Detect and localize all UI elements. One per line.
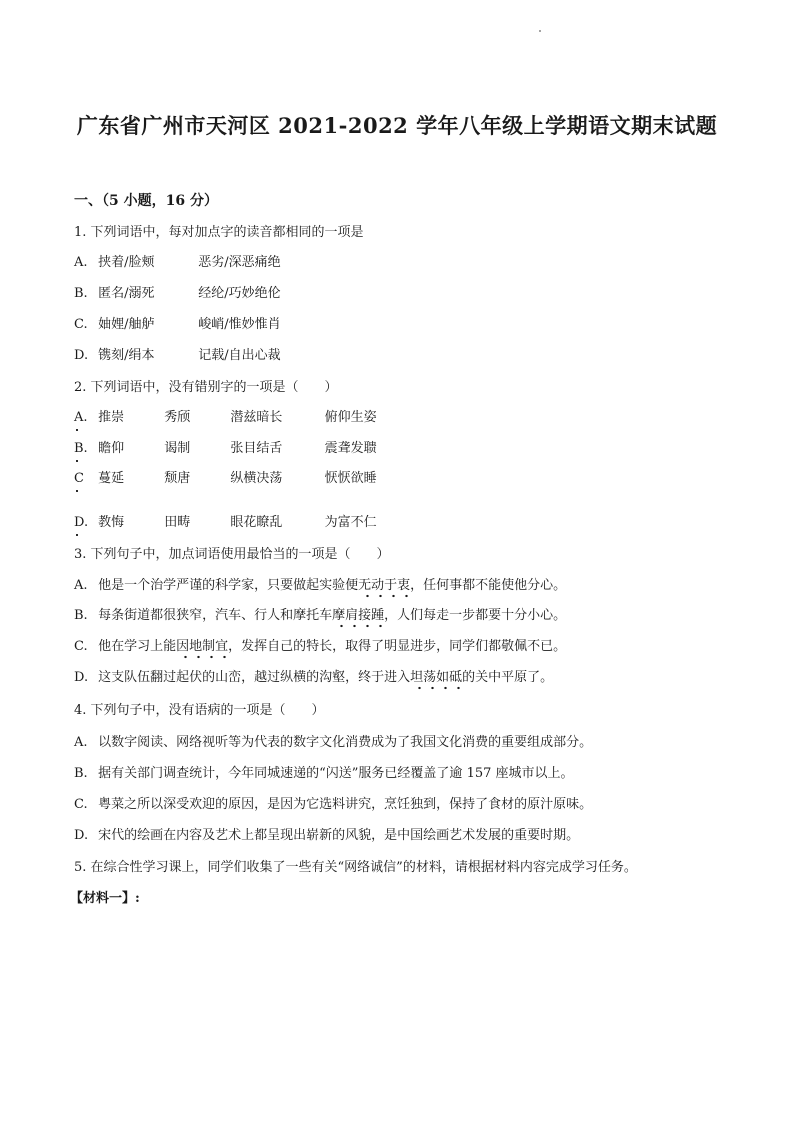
option-word: 谒制 xyxy=(164,441,191,456)
option-letter: D. xyxy=(74,348,89,363)
option-letter: D. xyxy=(74,828,89,843)
emphasized-phrase: 无动于衷 xyxy=(358,578,410,598)
section-heading: 一、（5 小题，16 分） xyxy=(74,193,218,209)
sentence-text: ，发挥自己的特长，取得了明显进步，同学们都敬佩不已。 xyxy=(228,639,567,654)
emphasized-phrase: 因地制宜 xyxy=(176,639,228,659)
option-word: 俯仰生姿 xyxy=(324,410,377,425)
question-4-stem: 4. 下列句子中，没有语病的一项是（ ） xyxy=(74,703,325,718)
option-word: 秀颀 xyxy=(164,410,191,425)
option-word: 恶劣/深恶痛绝 xyxy=(198,255,281,270)
q2-option-a xyxy=(74,409,377,432)
q1-option-d xyxy=(74,347,281,365)
sentence-text: 据有关部门调查统计，今年同城速递的“闪送”服务已经覆盖了逾 157 座城市以上。 xyxy=(98,766,574,781)
option-letter: A. xyxy=(74,578,88,593)
q4-option-d xyxy=(74,827,579,845)
option-letter: D. xyxy=(74,670,89,685)
option-word: 推崇 xyxy=(98,410,125,425)
option-word: 潜兹暗长 xyxy=(230,410,283,425)
option-letter: C xyxy=(74,470,94,493)
sentence-text: 的关中平原了。 xyxy=(462,670,554,685)
option-letter: C. xyxy=(74,317,88,332)
option-letter: A. xyxy=(74,409,94,432)
q2-option-b xyxy=(74,440,377,463)
q2-option-d xyxy=(74,514,377,537)
q1-option-c xyxy=(74,316,281,334)
q3-option-b xyxy=(74,607,566,625)
q1-option-b xyxy=(74,285,281,303)
q3-option-a xyxy=(74,577,566,595)
question-3-stem: 3. 下列句子中，加点词语使用最恰当的一项是（ ） xyxy=(74,547,390,562)
option-word: 教悔 xyxy=(98,515,125,530)
page-title: 广东省广州市天河区 2021-2022 学年八年级上学期语文期末试题 xyxy=(76,113,718,138)
option-letter: C. xyxy=(74,639,88,654)
option-word: 经纶/巧妙绝伦 xyxy=(198,286,281,301)
option-word: 纵横决荡 xyxy=(230,471,283,486)
sentence-text: 每条街道都很狭窄，汽车、行人和摩托车 xyxy=(98,608,333,623)
emphasized-phrase: 摩肩接踵 xyxy=(332,608,384,628)
option-word: 为富不仁 xyxy=(324,515,377,530)
option-word: 挟着/脸颊 xyxy=(98,255,155,270)
option-letter: D. xyxy=(74,514,94,537)
option-word: 瞻仰 xyxy=(98,441,125,456)
sentence-text: ，人们每走一步都要十分小心。 xyxy=(384,608,567,623)
option-letter: B. xyxy=(74,440,94,463)
option-word: 震聋发聩 xyxy=(324,441,377,456)
material-label: 【材料一】: xyxy=(70,891,140,906)
option-letter: B. xyxy=(74,766,88,781)
option-word: 田畴 xyxy=(164,515,191,530)
question-2-stem: 2. 下列词语中，没有错别字的一项是（ ） xyxy=(74,380,338,395)
option-word: 蔓延 xyxy=(98,471,125,486)
option-letter: A. xyxy=(74,255,88,270)
option-word: 镌刻/绢本 xyxy=(98,348,155,363)
option-letter: B. xyxy=(74,286,88,301)
option-word: 匿名/溺死 xyxy=(98,286,155,301)
option-word: 记载/自出心裁 xyxy=(198,348,281,363)
q4-option-c xyxy=(74,796,592,814)
option-word: 张目结舌 xyxy=(230,441,283,456)
sentence-text: 他是一个治学严谨的科学家，只要做起实验便 xyxy=(98,578,359,593)
sentence-text: ，任何事都不能使他分心。 xyxy=(410,578,567,593)
question-5-stem: 5. 在综合性学习课上，同学们收集了一些有关“网络诚信”的材料，请根据材料内容完成学习任务。 xyxy=(74,860,637,875)
option-word: 峻峭/惟妙惟肖 xyxy=(198,317,281,332)
option-letter: B. xyxy=(74,608,88,623)
q1-option-a xyxy=(74,254,281,272)
sentence-text: 这支队伍翻过起伏的山峦，越过纵横的沟壑，终于进入 xyxy=(98,670,411,685)
q3-option-c xyxy=(74,638,566,656)
q2-option-c xyxy=(74,470,377,493)
sentence-text: 粤菜之所以深受欢迎的原因，是因为它选料讲究，烹饪独到，保持了食材的原汁原味。 xyxy=(98,797,593,812)
option-letter: A. xyxy=(74,735,88,750)
q4-option-b xyxy=(74,765,574,783)
sentence-text: 宋代的绘画在内容及艺术上都呈现出崭新的风貌，是中国绘画艺术发展的重要时期。 xyxy=(98,828,580,843)
option-word: 眼花瞭乱 xyxy=(230,515,283,530)
sentence-text: 以数字阅读、网络视听等为代表的数字文化消费成为了我国文化消费的重要组成部分。 xyxy=(98,735,593,750)
option-word: 恹恹欲睡 xyxy=(324,471,377,486)
q3-option-d xyxy=(74,669,553,687)
option-word: 妯娌/舳舻 xyxy=(98,317,155,332)
q4-option-a xyxy=(74,734,592,752)
sentence-text: 他在学习上能 xyxy=(98,639,177,654)
question-1-stem: 1. 下列词语中，每对加点字的读音都相同的一项是 xyxy=(74,225,364,240)
emphasized-phrase: 坦荡如砥 xyxy=(410,670,462,690)
page-dot xyxy=(539,30,541,32)
option-word: 颓唐 xyxy=(164,471,191,486)
option-letter: C. xyxy=(74,797,88,812)
